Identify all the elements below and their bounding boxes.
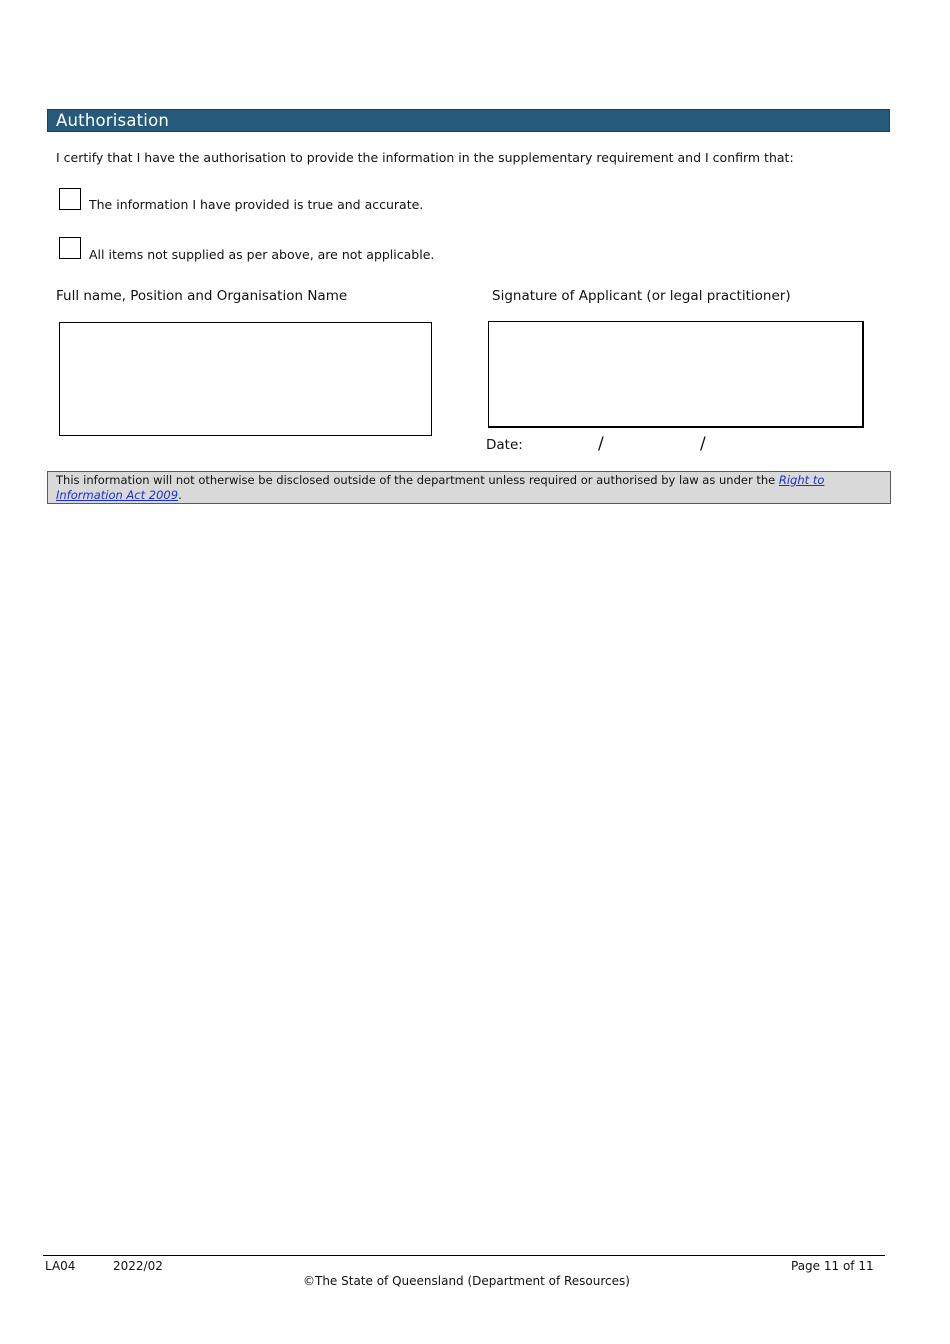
notice-text: This information will not otherwise be disclosed outside of the department unless required or authorised by law as under the [56, 473, 779, 487]
checkbox-info-true-accurate[interactable] [59, 188, 81, 210]
certify-statement: I certify that I have the authorisation to provide the information in the supplementary requirement and I confirm that: [56, 150, 794, 165]
checkbox-items-not-applicable[interactable] [59, 237, 81, 259]
date-separator-2: / [700, 434, 706, 454]
name-field-label: Full name, Position and Organisation Name [56, 288, 348, 304]
date-label: Date: [486, 437, 523, 453]
footer-form-code: LA04 [45, 1259, 76, 1273]
checkbox-label-items-not-applicable: All items not supplied as per above, are not applicable. [89, 247, 435, 262]
date-separator-1: / [598, 434, 604, 454]
section-title: Authorisation [56, 111, 170, 130]
signature-field-label: Signature of Applicant (or legal practitioner) [492, 288, 791, 304]
checkbox-label-info-true-accurate: The information I have provided is true and accurate. [89, 197, 424, 212]
footer-page-number: Page 11 of 11 [791, 1259, 874, 1273]
right-to-information-link[interactable]: Right to Information Act 2009 [56, 473, 825, 502]
footer-version: 2022/02 [113, 1259, 163, 1273]
name-position-organisation-input[interactable] [59, 322, 432, 436]
signature-input[interactable] [488, 321, 864, 428]
section-header-authorisation [47, 109, 890, 132]
footer-copyright: ©The State of Queensland (Department of Resources) [303, 1274, 630, 1288]
privacy-notice [47, 471, 891, 504]
footer-divider [43, 1255, 885, 1256]
notice-text-end: . [178, 488, 182, 502]
